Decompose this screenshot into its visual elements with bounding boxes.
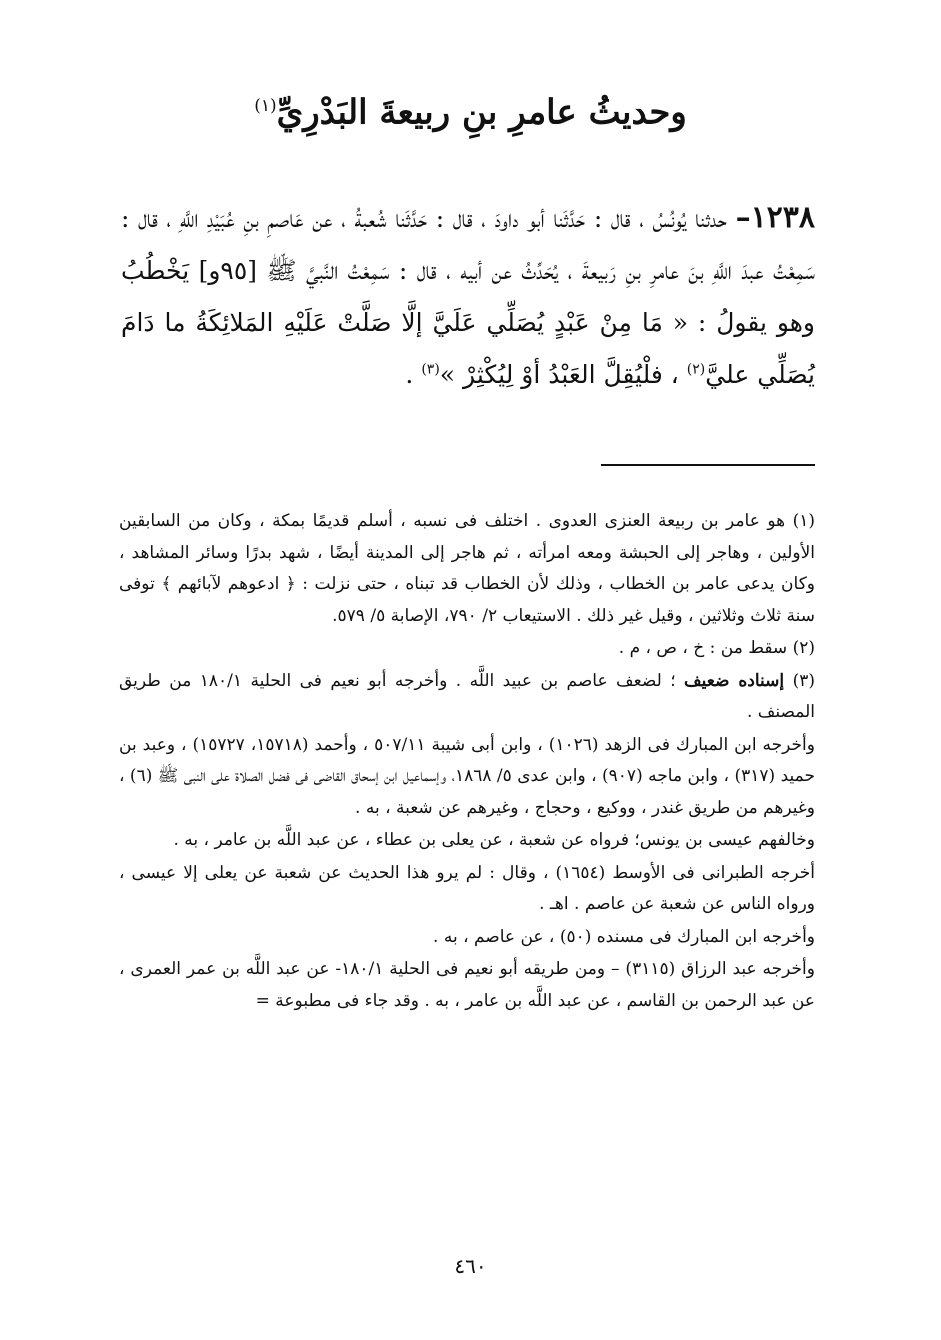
footnote-mark-3: (٣)	[421, 361, 440, 378]
footnote-paragraph: وأخرجه ابن المبارك فى الزهد (١٠٢٦) ، وابن أبى شيبة ٥٠٧/١١ ، وأحمد (١٥٧١٨، ١٥٧٢٧) ، وعبد بن حميد (٣١٧) ، وابن ماجه (٩٠٧) ، وابن عدى ٥/ ١٨٦٨، وإسماعيل ابن إسحاق القاضى فى فضل الصلاة على النبى ﷺ (٦) ، وغيرهم من طريق غندر ، ووكيع ، وحجاج ، وغيرهم عن شعبة ، به .	[119, 734, 815, 818]
title-footnote-mark: (١)	[254, 96, 277, 116]
footnote-divider	[601, 464, 815, 466]
footnote-paragraph: وخالفهم عيسى بن يونس؛ فرواه عن شعبة ، عن يعلى بن عطاء ، عن عبد اللَّه بن عامر ، به .	[173, 830, 815, 850]
hadith-number: ١٢٣٨–	[735, 200, 816, 235]
hadith-text-part2: ، فلْيُقِلَّ العَبْدُ أوْ لِيُكْثِرْ »	[439, 360, 679, 389]
hadith-text	[121, 192, 815, 401]
footnote-paragraph: وأخرجه ابن المبارك فى مسنده (٥٠) ، عن عاصم ، به .	[433, 926, 815, 947]
page-number: ٤٦٠	[454, 1254, 487, 1278]
chapter-title	[0, 82, 941, 136]
footnote-3-text: ؛ لضعف عاصم بن عبيد اللَّه . وأخرجه أبو نعيم فى الحلية ١٨٠/١ من طريق المصنف .	[119, 670, 815, 722]
hadith-text-part1: حدثنا يُونُسُ ، قال : حَدَّثَنا أبو داودَ ، قال : حَدَّثَنا شُعبةُ ، عن عَاصمِ بنِ عُبَيْدِ اللَّهِ ، قال : سَمِعْتُ عبدَ اللَّهِ بنَ عامرِ بنِ رَبيعةَ ، يُحَدِّثُ عن أبيه ، قال : سَمِعْتُ النَّبيَّ ﷺ [٩٥و] يَخْطُبُ وهو يقولُ : « مَا مِنْ عَبْدٍ يُصَلِّي عَلَيَّ إلَّا صَلَّتْ عَلَيْهِ المَلائِكَةُ ما دَامَ يُصَلِّي عليَّ	[121, 204, 815, 389]
footnote-3-mark: (٣)	[792, 670, 815, 691]
hadith-text-end: .	[405, 360, 414, 389]
chapter-title-text: وحديثُ عامرِ بنِ ربيعةَ البَدْرِيِّ	[276, 92, 687, 133]
footnote-mark-2: (٢)	[686, 361, 706, 378]
footnote-1: (١) هو عامر بن ربيعة العنزى العدوى . اختلف فى نسبه ، أسلم قديمًا بمكة ، وكان من السابقين الأولين ، وهاجر إلى الحبشة ومعه امرأته ، ثم هاجر إلى المدينة أيضًا ، شهد بدرًا وسائر المشاهد ، وكان يدعى عامر بن الخطاب ، وذلك لأن الخطاب قد تبناه ، حتى نزلت : ﴿ ادعوهم لآبائهم ﴾ توفى سنة ثلاث وثلاثين ، وقيل غير ذلك . الاستيعاب ٢/ ٧٩٠، الإصابة ٥/ ٥٧٩.	[119, 511, 815, 626]
footnote-3	[119, 666, 815, 729]
footnotes	[119, 506, 815, 1018]
footnote-2: (٢) سقط من : خ ، ص ، م .	[618, 638, 815, 658]
footnote-3-grading: إسناده ضعيف	[684, 670, 785, 691]
footnote-paragraph: وأخرجه عبد الرزاق (٣١١٥) – ومن طريقه أبو نعيم فى الحلية ١٨٠/١- عن عبد اللَّه بن عمر العمرى ، عن عبد الرحمن بن القاسم ، عن عبد اللَّه بن عامر ، به . وقد جاء فى مطبوعة =	[119, 959, 815, 1011]
footnote-paragraph: أخرجه الطبرانى فى الأوسط (١٦٥٤) ، وقال : لم يرو هذا الحديث عن شعبة عن يعلى إلا عيسى ، ورواه الناس عن شعبة عن عاصم . اهـ .	[119, 862, 815, 914]
